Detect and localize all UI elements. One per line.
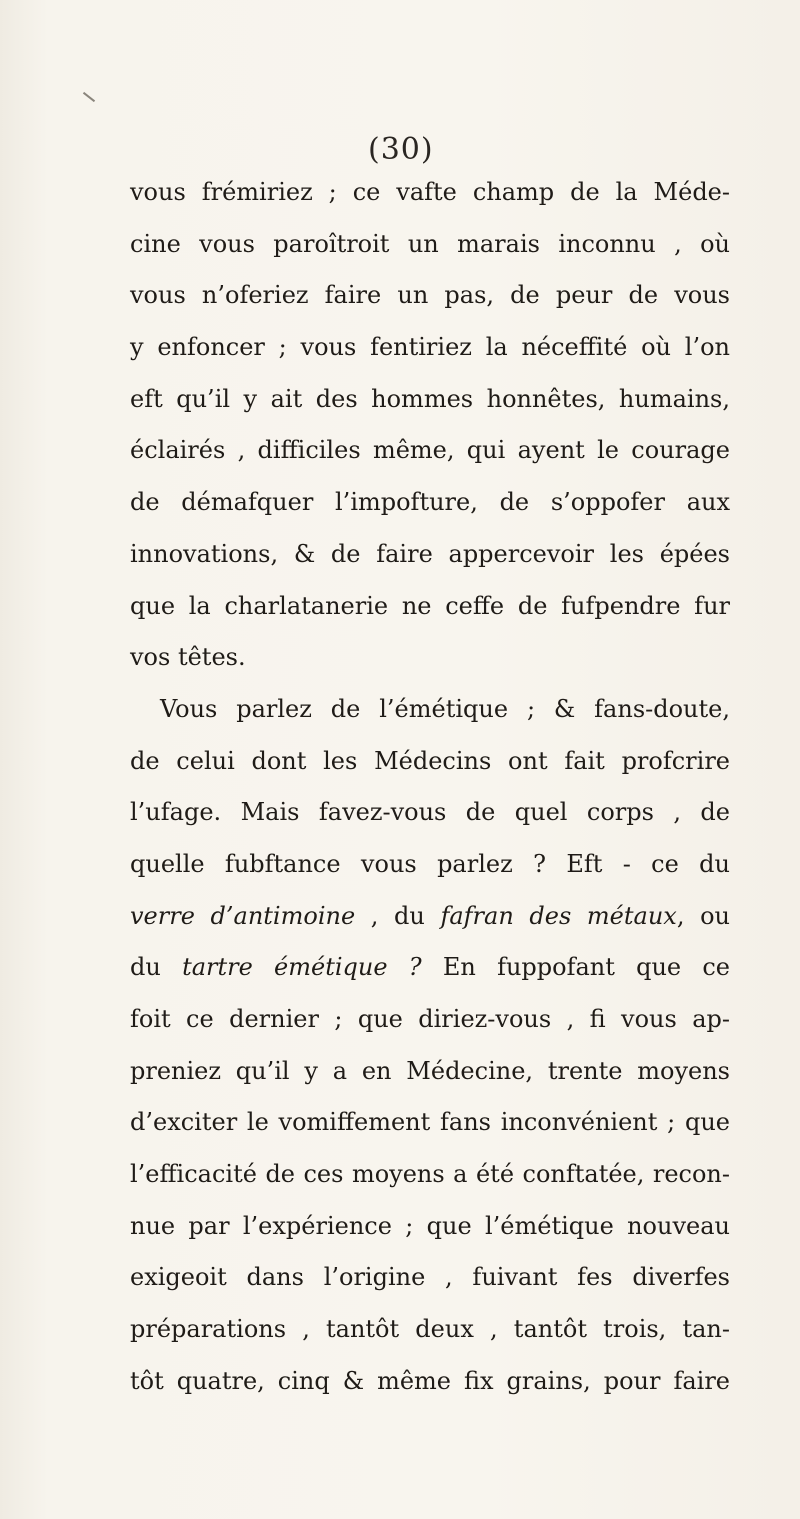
- italic-term: tartre émétique ?: [182, 953, 422, 982]
- text-fragment: En fuppofant que ce: [421, 953, 731, 982]
- text-line: eft qu’il y ait des hommes honnêtes, humains,: [130, 384, 730, 413]
- text-line: de celui dont les Médecins ont fait profcrire: [130, 746, 730, 775]
- page-number: (30): [368, 132, 434, 167]
- text-line: nue par l’expérience ; que l’émétique nouveau: [130, 1211, 730, 1240]
- text-line: innovations, & de faire appercevoir les épées: [130, 539, 730, 568]
- text-line: éclairés , difficiles même, qui ayent le courage: [130, 436, 730, 465]
- text-line: tôt quatre, cinq & même fix grains, pour faire: [130, 1366, 730, 1395]
- text-line: preniez qu’il y a en Médecine, trente moyens: [130, 1056, 730, 1085]
- margin-mark: [83, 92, 95, 102]
- text-line: y enfoncer ; vous fentiriez la néceffité où l’on: [130, 333, 730, 362]
- text-line: vous n’oferiez faire un pas, de peur de vous: [130, 281, 730, 310]
- text-fragment: du: [130, 953, 183, 982]
- text-line: vous frémiriez ; ce vafte champ de la Méde-: [130, 178, 730, 206]
- paragraph-first-line: Vous parlez de l’émétique ; & fans-doute,: [160, 694, 730, 723]
- text-line: l’efficacité de ces moyens a été conftatée, recon-: [130, 1160, 730, 1189]
- body-text: [130, 167, 730, 1408]
- text-line: de démafquer l’impofture, de s’oppofer aux: [130, 488, 730, 517]
- text-fragment: , du: [355, 901, 441, 930]
- text-line: que la charlatanerie ne ceffe de fufpendre fur: [130, 591, 730, 620]
- text-line: quelle fubftance vous parlez ? Eft - ce du: [130, 849, 730, 878]
- text-line-with-italics: [130, 891, 730, 943]
- text-line: vos têtes.: [130, 643, 246, 672]
- text-line: foit ce dernier ; que diriez-vous , fi vous ap-: [130, 1005, 730, 1033]
- text-line: d’exciter le vomiffement fans inconvénient ; que: [130, 1108, 730, 1137]
- text-line: cine vous paroîtroit un marais inconnu , où: [130, 229, 730, 258]
- italic-term: verre d’antimoine: [130, 901, 356, 930]
- text-line: exigeoit dans l’origine , fuivant fes diverfes: [130, 1263, 730, 1292]
- text-fragment: , ou: [676, 901, 731, 930]
- text-line: préparations , tantôt deux , tantôt trois, tan-: [130, 1315, 730, 1344]
- text-line: l’ufage. Mais favez-vous de quel corps , de: [130, 798, 730, 827]
- italic-term: fafran des métaux: [440, 901, 677, 930]
- text-line-with-italics: [130, 942, 730, 994]
